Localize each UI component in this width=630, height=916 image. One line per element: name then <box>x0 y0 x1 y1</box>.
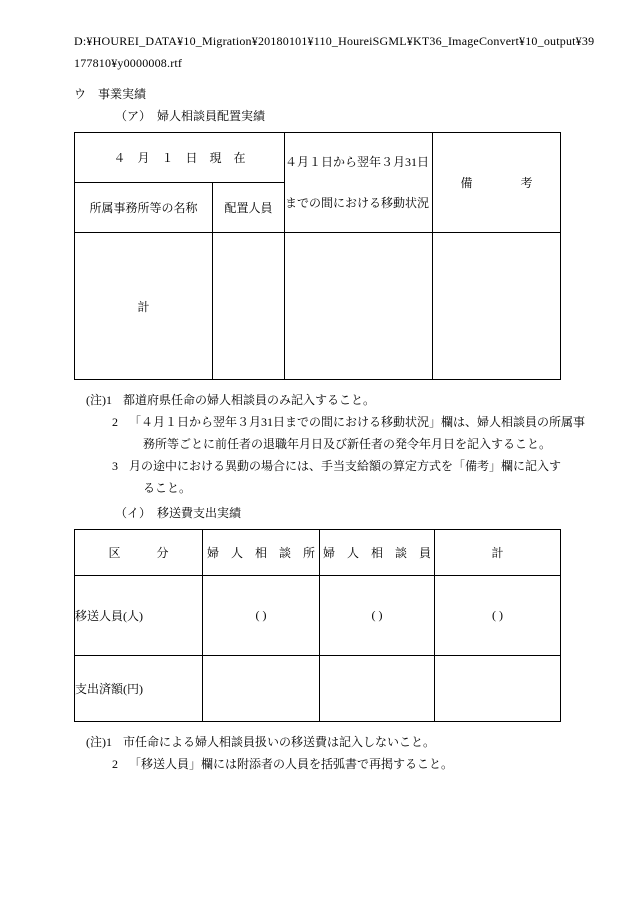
total-header-cell: 計 <box>435 530 561 576</box>
note-number: 2 <box>112 415 118 429</box>
office-name-header-cell: 所属事務所等の名称 <box>75 183 213 233</box>
transport-persons-counselor-cell: ( ) <box>320 576 435 656</box>
date-header-cell: ４ 月 １ 日 現 在 <box>75 133 285 183</box>
move-status-header-line-2: までの間における移動状況 <box>285 196 430 210</box>
expenditure-row <box>75 656 561 722</box>
file-path <box>74 30 596 74</box>
note-text: 市任命による婦人相談員扱いの移送費は記入しないこと。 <box>123 735 436 749</box>
subsection-a-title: （ア） 婦人相談員配置実績 <box>115 109 266 123</box>
note-number: 1 <box>106 393 112 407</box>
file-path-line-2: 177810¥y0000008.rtf <box>74 56 183 70</box>
expenditure-total-cell <box>435 656 561 722</box>
note-number: 3 <box>112 459 118 473</box>
expenditure-counselor-cell <box>320 656 435 722</box>
note-line <box>86 389 596 411</box>
placement-table-header-row-1 <box>75 133 561 183</box>
move-status-header-line-1: ４月１日から翌年３月31日 <box>285 155 430 169</box>
transport-persons-total-cell: ( ) <box>435 576 561 656</box>
expenditure-office-cell <box>203 656 320 722</box>
note-text: 「移送人員」欄には附添者の人員を括弧書で再掲すること。 <box>129 757 454 771</box>
consultation-office-header-cell: 婦 人 相 談 所 <box>203 530 320 576</box>
transport-persons-office-cell: ( ) <box>203 576 320 656</box>
file-path-line-1: D:¥HOUREI_DATA¥10_Migration¥20180101¥110_HoureiSGML¥KT36_ImageConvert¥10_output¥39 <box>74 34 595 48</box>
note-line-continuation <box>143 433 596 455</box>
note-line <box>112 411 596 433</box>
placement-table-body-row <box>75 233 561 380</box>
staff-count-header-cell: 配置人員 <box>213 183 285 233</box>
note-number: 2 <box>112 757 118 771</box>
transport-persons-row <box>75 576 561 656</box>
total-label-cell: 計 <box>75 233 213 380</box>
empty-staff-cell <box>213 233 285 380</box>
empty-move-status-cell <box>285 233 433 380</box>
transport-persons-label-cell: 移送人員(人) <box>75 576 203 656</box>
note-number: 1 <box>106 735 112 749</box>
note-line-continuation <box>143 477 596 499</box>
note-line <box>112 753 596 775</box>
transport-table-header-row <box>75 530 561 576</box>
note-line <box>86 731 596 753</box>
note-prefix: (注) <box>86 735 106 749</box>
empty-remarks-cell <box>433 233 561 380</box>
move-status-header-cell <box>285 133 433 233</box>
remarks-header-cell: 備 考 <box>433 133 561 233</box>
note-prefix: (注) <box>86 393 106 407</box>
note-text: 都道府県任命の婦人相談員のみ記入すること。 <box>123 393 376 407</box>
note-text: 務所等ごとに前任者の退職年月日及び新任者の発令年月日を記入すること。 <box>143 437 552 451</box>
subsection-i-title: （イ） 移送費支出実績 <box>115 506 242 520</box>
placement-notes <box>74 389 596 499</box>
section-title: ウ 事業実績 <box>74 87 147 101</box>
transport-notes <box>74 731 596 775</box>
counselor-header-cell: 婦 人 相 談 員 <box>320 530 435 576</box>
note-text: 月の途中における異動の場合には、手当支給額の算定方式を「備考」欄に記入す <box>129 459 562 473</box>
expenditure-label-cell: 支出済額(円) <box>75 656 203 722</box>
note-text: 「４月１日から翌年３月31日までの間における移動状況」欄は、婦人相談員の所属事 <box>129 415 586 429</box>
note-line <box>112 455 596 477</box>
transport-table <box>74 529 561 722</box>
note-text: ること。 <box>143 481 192 495</box>
placement-table <box>74 132 561 380</box>
category-header-cell: 区 分 <box>75 530 203 576</box>
